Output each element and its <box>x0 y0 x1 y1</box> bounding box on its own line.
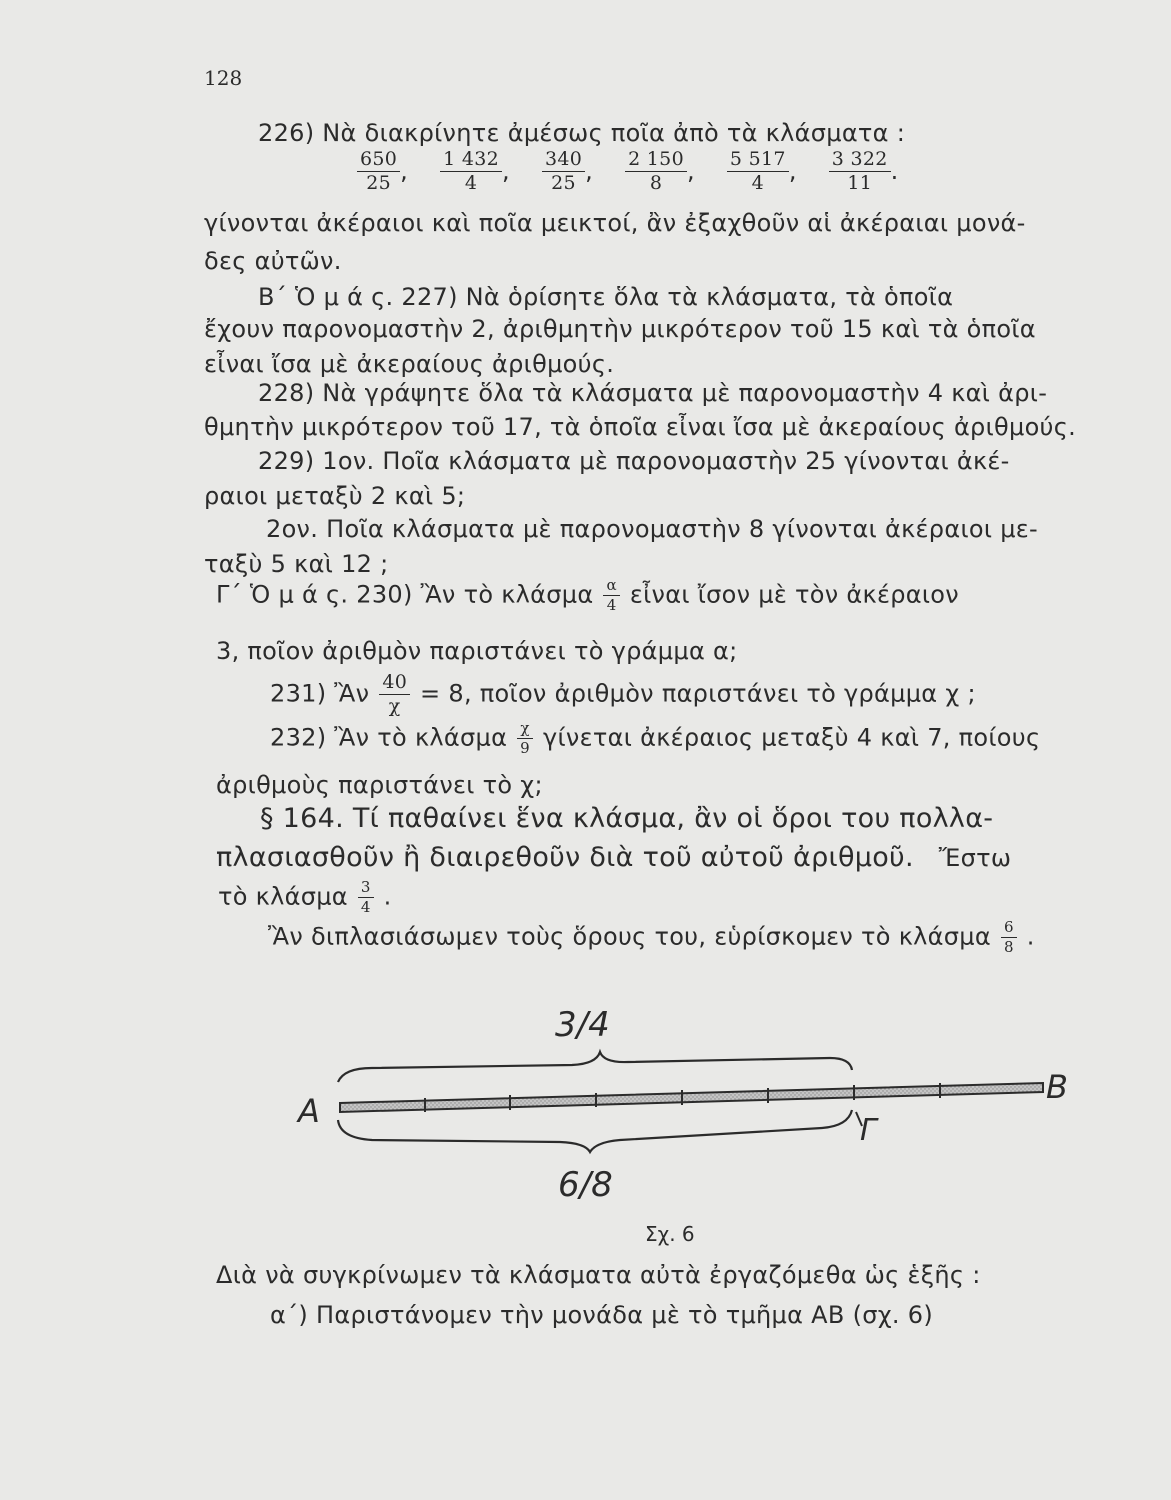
fraction-denominator: χ <box>388 695 401 717</box>
problem-229-line3: 2ον. Ποῖα κλάσματα μὲ παρονομαστὴν 8 γίνονται ἀκέραιοι με- <box>266 515 1039 543</box>
fraction-numerator: 650 <box>357 150 400 172</box>
problem-232-post: γίνεται ἀκέραιος μεταξὺ 4 καὶ 7, ποίους <box>542 723 1041 752</box>
fraction-denominator: 9 <box>520 739 531 757</box>
problem-228-line1: 228) Νὰ γράψητε ὅλα τὰ κλάσματα μὲ παρονομαστὴν 4 καὶ ἀρι- <box>258 379 1048 407</box>
closing-line2: α΄) Παριστάνομεν τὴν μονάδα μὲ τὸ τμῆμα ΑΒ (σχ. 6) <box>270 1301 934 1329</box>
bottom-brace <box>338 1110 852 1152</box>
problem-228-line2: θμητὴν μικρότερον τοῦ 17, τὰ ὁποῖα εἶναι ἴσα μὲ ἀκεραίους ἀριθμούς. <box>204 413 1077 441</box>
fraction-separator: , <box>686 156 695 185</box>
section-line3-post: . <box>383 882 392 911</box>
problem-232-pre: 232) Ἂν τὸ κλάσμα <box>270 723 508 752</box>
fraction-denominator: 8 <box>649 172 663 194</box>
problem-229-line1: 229) 1ον. Ποῖα κλάσματα μὲ παρονομαστὴν 25 γίνονται ἀκέ- <box>258 447 1010 475</box>
point-g-label: Γ <box>860 1113 877 1148</box>
fraction-separator: . <box>890 156 899 185</box>
problem-230-line2: 3, ποῖον ἀριθμὸν παριστάνει τὸ γράμμα α; <box>216 637 738 665</box>
fraction-denominator: 25 <box>366 172 391 194</box>
page-number: 128 <box>204 66 243 90</box>
fraction-numerator: 2 150 <box>625 150 687 172</box>
fraction-denominator: 4 <box>360 898 371 916</box>
section-heading-tail: Ἔστω <box>938 844 1012 872</box>
fraction-denominator: 4 <box>464 172 478 194</box>
problem-229-line2: ραιοι μεταξὺ 2 καὶ 5; <box>204 482 466 510</box>
fraction-separator: , <box>400 156 409 185</box>
fraction-denominator: 11 <box>847 172 873 194</box>
problem-226-line2: γίνονται ἀκέραιοι καὶ ποῖα μεικτοί, ἂν ἐξαχθοῦν αἱ ἀκέραιαι μονά- <box>204 209 1026 237</box>
fraction-separator: , <box>585 156 594 185</box>
section-heading-text: πλασιασθοῦν ἢ διαιρεθοῦν διὰ τοῦ αὐτοῦ ἀριθμοῦ. <box>216 842 914 873</box>
problem-231-post: = 8, ποῖον ἀριθμὸν παριστάνει τὸ γράμμα χ ; <box>420 679 976 708</box>
fraction-numerator: χ <box>517 721 533 739</box>
fraction-numerator: 40 <box>379 673 410 695</box>
problem-229-line4: ταξὺ 5 καὶ 12 ; <box>204 550 389 578</box>
problem-227-line3: εἶναι ἴσα μὲ ἀκεραίους ἀριθμούς. <box>204 350 615 378</box>
fraction-denominator: 4 <box>606 596 617 614</box>
bottom-fraction-label: 6/8 <box>558 1165 613 1205</box>
point-b-label: B <box>1046 1068 1068 1106</box>
problem-232-line2: ἀριθμοὺς παριστάνει τὸ χ; <box>216 771 543 799</box>
fraction-numerator: 340 <box>542 150 585 172</box>
figure-caption: Σχ. 6 <box>645 1222 695 1246</box>
top-brace <box>338 1052 852 1082</box>
fraction-numerator: α <box>603 578 619 596</box>
fraction-numerator: 3 322 <box>829 150 891 172</box>
fraction-denominator: 4 <box>751 172 765 194</box>
fraction-numerator: 5 517 <box>727 150 789 172</box>
fraction-numerator: 3 <box>358 880 374 898</box>
section-line4-post: . <box>1026 922 1035 951</box>
fraction-separator: , <box>788 156 797 185</box>
problem-230-pre: Γ΄ Ὁ μ ά ς. 230) Ἂν τὸ κλάσμα <box>216 580 594 609</box>
section-heading-line1: § 164. Τί παθαίνει ἕνα κλάσμα, ἂν οἱ ὅροι του πολλα- <box>260 803 994 834</box>
unit-segment-bar <box>340 1083 1043 1112</box>
problem-226-line3: δες αὐτῶν. <box>204 247 342 275</box>
fraction-denominator: 8 <box>1003 938 1014 956</box>
problem-231-pre: 231) Ἂν <box>270 679 370 708</box>
problem-230-post: εἶναι ἴσον μὲ τὸν ἀκέραιον <box>629 580 959 609</box>
fraction-numerator: 6 <box>1001 920 1017 938</box>
top-fraction-label: 3/4 <box>555 1005 610 1045</box>
section-line4-pre: Ἂν διπλασιάσωμεν τοὺς ὅρους του, εὑρίσκομεν τὸ κλάσμα <box>268 922 991 951</box>
problem-226-intro: 226) Νὰ διακρίνητε ἀμέσως ποῖα ἀπὸ τὰ κλάσματα : <box>258 119 906 147</box>
fraction-separator: , <box>502 156 510 185</box>
closing-line1: Διὰ νὰ συγκρίνωμεν τὰ κλάσματα αὐτὰ ἐργαζόμεθα ὡς ἑξῆς : <box>216 1261 981 1289</box>
point-a-label: A <box>298 1092 320 1130</box>
fraction-numerator: 1 432 <box>440 150 502 172</box>
fraction-denominator: 25 <box>551 172 576 194</box>
problem-227-line2: ἔχουν παρονομαστὴν 2, ἀριθμητὴν μικρότερον τοῦ 15 καὶ τὰ ὁποῖα <box>204 315 1036 343</box>
problem-227-line1: Β΄ Ὁ μ ά ς. 227) Νὰ ὁρίσητε ὅλα τὰ κλάσματα, τὰ ὁποῖα <box>258 283 954 311</box>
section-line3-pre: τὸ κλάσμα <box>218 882 348 911</box>
